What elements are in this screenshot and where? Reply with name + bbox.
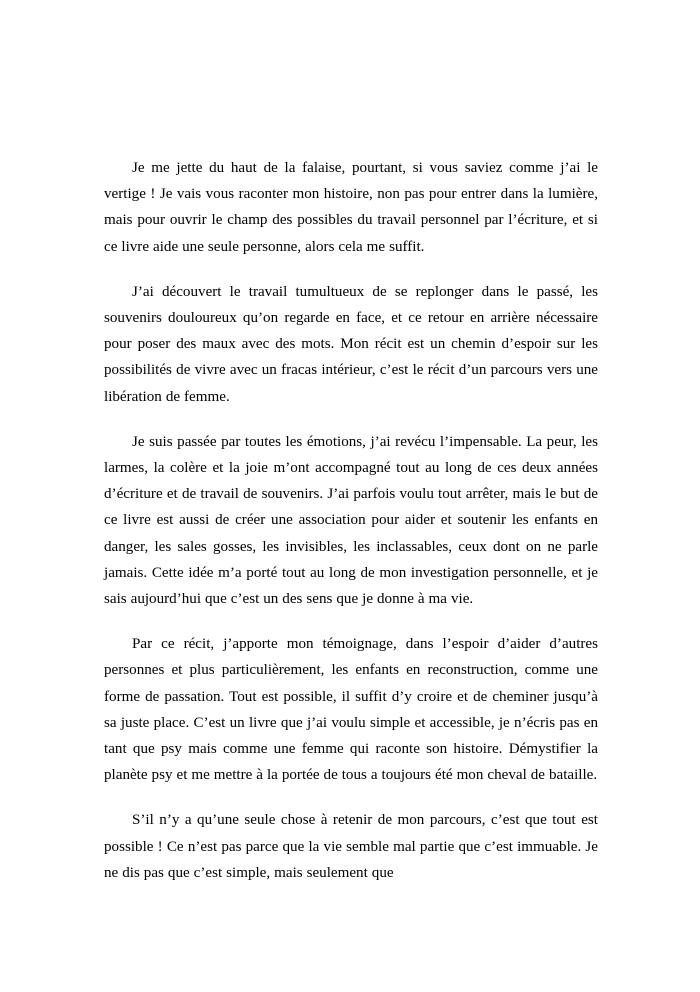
paragraph: Je suis passée par toutes les émotions, j’ai revécu l’impensable. La peur, les larmes, la colère et la joie m’ont accompagné tout au long de ces deux années d’écriture et de travail de souvenirs. J’ai parfois voulu tout arrêter, mais le but de ce livre est aussi de créer une association pour aider et soutenir les enfants en danger, les sales gosses, les invisibles, les inclassables, ceux dont on ne parle jamais. Cette idée m’a porté tout au long de mon investigation personnelle, et je sais aujourd’hui que c’est un des sens que je donne à ma vie. <box>104 433 598 608</box>
paragraph: J’ai découvert le travail tumultueux de se replonger dans le passé, les souvenirs douloureux qu’on regarde en face, et ce retour en arrière nécessaire pour poser des maux avec des mots. Mon récit est un chemin d’espoir sur les possibilités de vivre avec un fracas intérieur, c’est le récit d’un parcours vers une libération de femme. <box>104 283 598 405</box>
paragraph: Je me jette du haut de la falaise, pourtant, si vous saviez comme j’ai le vertige ! Je vais vous raconter mon histoire, non pas pour entrer dans la lumière, mais pour ouvrir le champ des possibles du travail personnel par l’écriture, et si ce livre aide une seule personne, alors cela me suffit. <box>104 160 598 255</box>
paragraph: S’il n’y a qu’une seule chose à retenir de mon parcours, c’est que tout est possible ! Ce n’est pas parce que la vie semble mal partie que c’est immuable. Je ne dis pas que c’est simple, mais seulement que <box>104 812 598 881</box>
body-text <box>104 155 598 886</box>
paragraph: Par ce récit, j’apporte mon témoignage, dans l’espoir d’aider d’autres personnes et plus particulièrement, les enfants en reconstruction, comme une forme de passation. Tout est possible, il suffit d’y croire et de cheminer jusqu’à sa juste place. C’est un livre que j’ai voulu simple et accessible, je n’écris pas en tant que psy mais comme une femme qui raconte son histoire. Démystifier la planète psy et me mettre à la portée de tous a toujours été mon cheval de bataille. <box>104 636 598 784</box>
